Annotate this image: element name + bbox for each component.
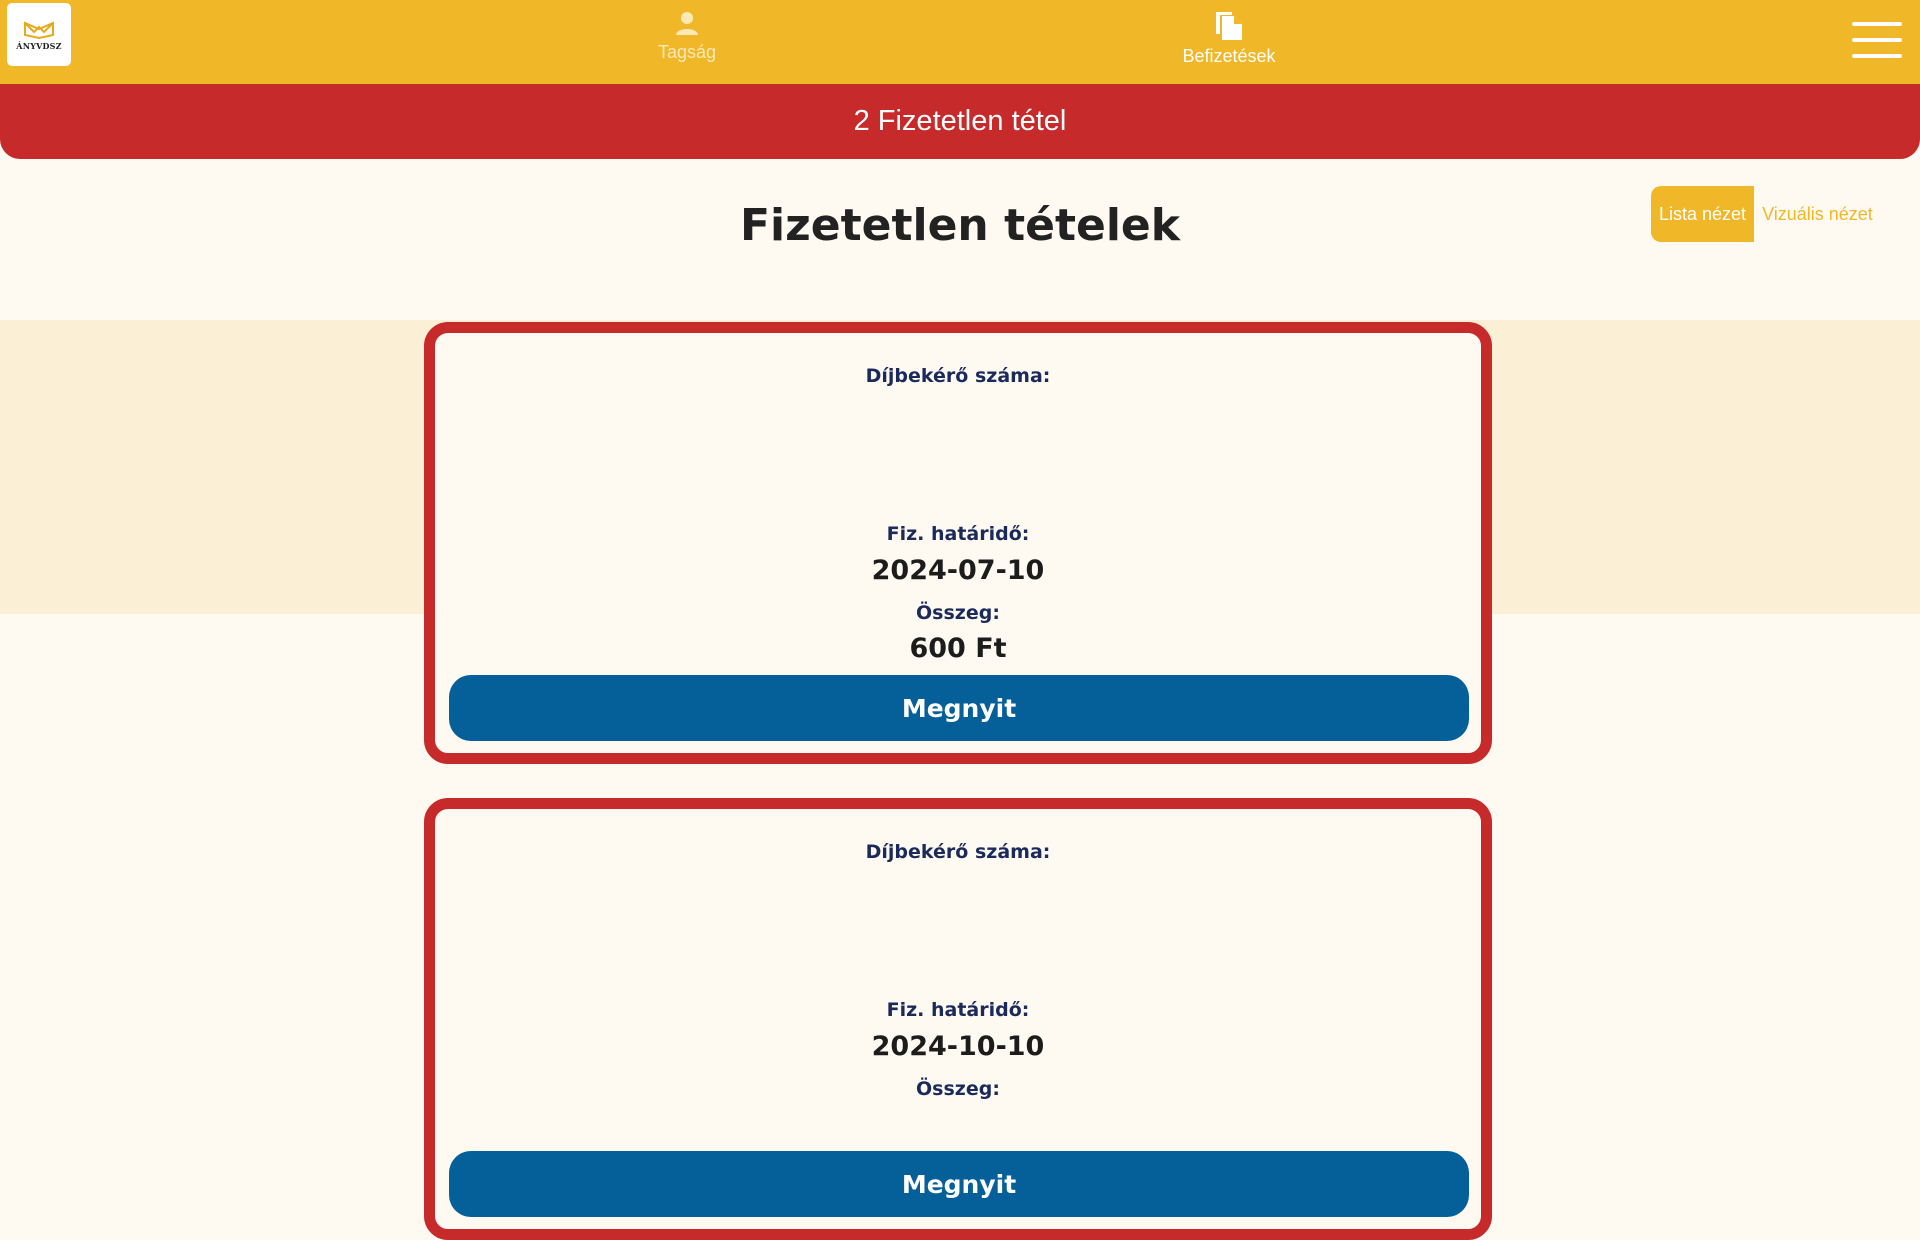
book-logo-icon [22, 19, 56, 39]
open-invoice-button[interactable]: Megnyit [449, 1151, 1469, 1217]
invoice-card [424, 798, 1492, 1240]
nav-item-membership[interactable] [587, 10, 787, 63]
nav-item-membership-label: Tagság [657, 42, 717, 62]
unpaid-count-banner [0, 84, 1920, 159]
top-navigation-bar [0, 0, 1920, 84]
due-date-label: Fiz. határidő: [886, 999, 1030, 1021]
visual-view-button[interactable]: Vizuális nézet [1754, 186, 1881, 242]
nav-item-payments[interactable] [1129, 8, 1329, 67]
amount-label: Összeg: [916, 1078, 1000, 1100]
due-date-value: 2024-10-10 [871, 1031, 1045, 1062]
documents-icon [1214, 8, 1244, 40]
due-date-label: Fiz. határidő: [886, 523, 1030, 545]
app-logo[interactable] [7, 3, 71, 66]
due-date-value: 2024-07-10 [871, 555, 1045, 586]
hamburger-menu-icon[interactable] [1852, 22, 1902, 58]
unpaid-count-text: 2 Fizetetlen tétel [853, 105, 1067, 137]
amount-label: Összeg: [916, 602, 1000, 624]
nav-item-payments-label: Befizetések [1182, 46, 1276, 66]
person-icon [674, 10, 700, 36]
page-title: Fizetetlen tételek [740, 200, 1180, 251]
view-toggle [1651, 186, 1881, 242]
invoice-number-label: Díjbekérő száma: [865, 365, 1051, 387]
open-invoice-button[interactable]: Megnyit [449, 675, 1469, 741]
invoice-number-label: Díjbekérő száma: [865, 841, 1051, 863]
logo-text: ÁNYVDSZ [16, 40, 62, 51]
invoice-card [424, 322, 1492, 764]
list-view-button[interactable]: Lista nézet [1651, 186, 1754, 242]
amount-value: 600 Ft [909, 633, 1007, 664]
